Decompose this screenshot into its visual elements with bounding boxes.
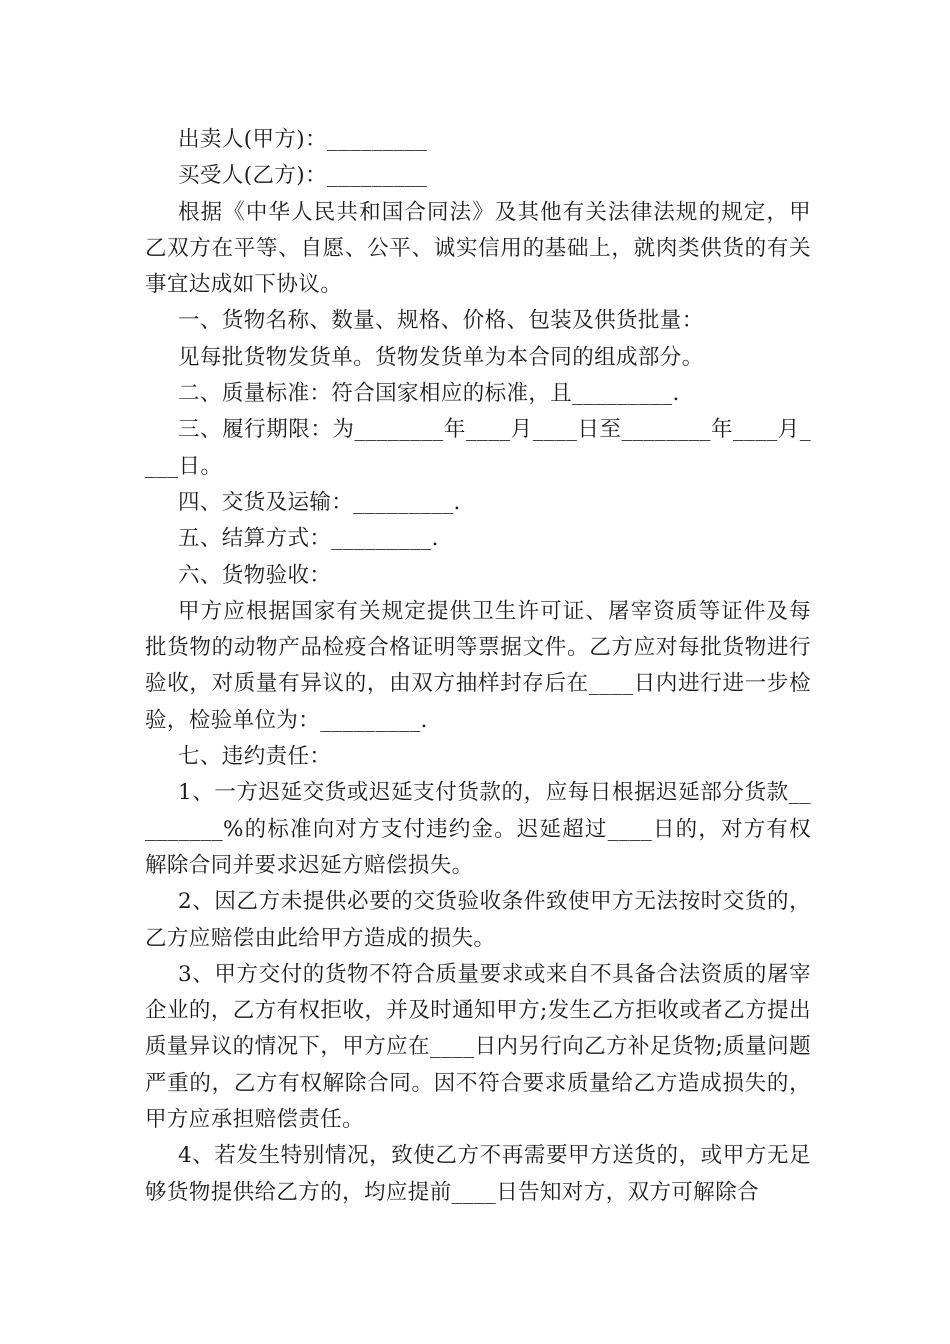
section-2-quality: 二、质量标准：符合国家相应的标准，且_________. [178,381,680,407]
section-7-heading: 七、违约责任： [178,744,332,770]
preamble-paragraph: 根据《中华人民共和国合同法》及其他有关法律法规的规定，甲乙双方在平等、自愿、公平、诚实信用的基础上，就肉类供货的有关事宜达成如下协议。 [145,199,811,298]
clause-7-4: 4、若发生特别情况，致使乙方不再需要甲方送货的，或甲方无足够货物提供给乙方的，均应提前____日告知对方，双方可解除合 [145,1143,811,1205]
section-1-body: 见每批货物发货单。货物发货单为本合同的组成部分。 [178,344,704,370]
clause-7-1: 1、一方迟延交货或迟延支付货款的，应每日根据迟延部分货款_________%的标准向对方支付违约金。迟延超过____日的，对方有权解除合同并要求迟延方赔偿损失。 [145,780,811,878]
section-4-delivery: 四、交货及运输：_________. [178,489,461,515]
buyer-line: 买受人(乙方)：_________ [178,163,428,189]
seller-line: 出卖人(甲方)：_________ [178,127,428,152]
section-5-settlement: 五、结算方式：_________. [178,526,439,552]
section-3-term: 三、履行期限：为________年____月____日至________年____月____日。 [145,417,811,479]
section-6-heading: 六、货物验收： [178,562,332,588]
clause-7-3: 3、甲方交付的货物不符合质量要求或来自不具备合法资质的屠宰企业的，乙方有权拒收，并及时通知甲方;发生乙方拒收或者乙方提出质量异议的情况下，甲方应在____日内另行向乙方补足货物;质量问题严重的，乙方有权解除合同。因不符合要求质量给乙方造成损失的，甲方应承担赔偿责任。 [145,961,811,1133]
clause-7-2: 2、因乙方未提供必要的交货验收条件致使甲方无法按时交货的，乙方应赔偿由此给甲方造成的损失。 [145,889,811,951]
section-1-heading: 一、货物名称、数量、规格、价格、包装及供货批量： [178,308,704,334]
contract-body [145,122,811,1211]
section-6-body: 甲方应根据国家有关规定提供卫生许可证、屠宰资质等证件及每批货物的动物产品检疫合格证明等票据文件。乙方应对每批货物进行验收，对质量有异议的，由双方抽样封存后在____日内进行进一步检验，检验单位为：_________. [145,598,811,733]
